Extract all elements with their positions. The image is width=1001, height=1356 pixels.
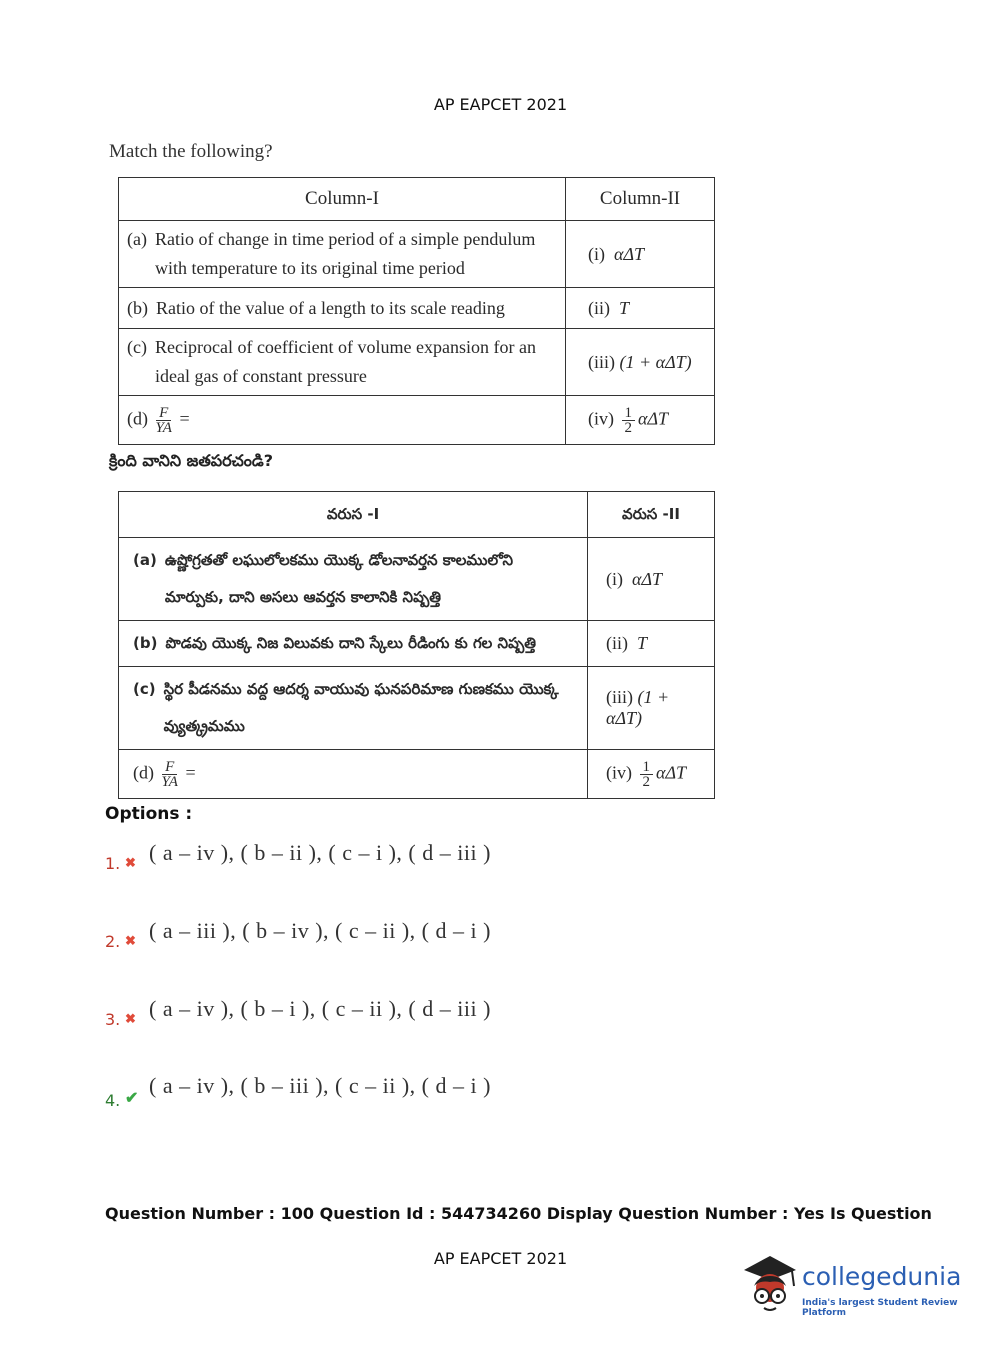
row-left-text: స్థిర పీడనము వద్ద ఆదర్శ వాయువు ఘనపరిమాణ గుణకము యొక్క వ్యుత్క్రమము: [163, 680, 559, 735]
brand-name: collegedunia: [802, 1262, 962, 1291]
right-expression: (1 + αΔT): [619, 351, 692, 372]
option-number: 3.: [105, 1010, 121, 1029]
match-table-english: [118, 177, 715, 445]
right-label: (iii): [606, 687, 633, 707]
row-label: (a): [127, 229, 147, 249]
table-header-row: [119, 492, 715, 538]
right-expression: T: [637, 633, 648, 653]
right-label: (ii): [606, 633, 628, 653]
table-header-row: [119, 178, 715, 221]
option-text: ( a – iii ), ( b – iv ), ( c – ii ), ( d – i ): [149, 918, 491, 943]
cross-icon: ✖: [125, 1011, 136, 1026]
check-icon: ✔: [125, 1090, 139, 1107]
cross-icon: ✖: [125, 933, 136, 948]
fraction-one-half: $\frac{1}{2}$: [640, 760, 654, 789]
collegedunia-logo: [740, 1252, 970, 1322]
right-label: (iv): [606, 762, 632, 783]
row-label: (a): [133, 551, 157, 569]
fraction-one-half: $\frac{1}{2}$: [622, 406, 636, 435]
table-row: [119, 288, 715, 329]
table-row: [119, 221, 715, 288]
option-text: ( a – iv ), ( b – iii ), ( c – ii ), ( d – i ): [149, 1073, 491, 1098]
right-label: (i): [588, 243, 605, 264]
right-label: (i): [606, 568, 623, 589]
row-label: (c): [133, 680, 156, 698]
right-label: (iii): [588, 351, 615, 372]
right-label: (ii): [588, 297, 610, 318]
page-header: AP EAPCET 2021: [433, 95, 568, 114]
match-table-telugu: [118, 491, 715, 799]
row-label: (d): [127, 408, 148, 429]
row-left-text: Ratio of change in time period of a simple pendulum with temperature to its original time period: [154, 229, 536, 278]
question-info: Question Number : 100 Question Id : 544734260 Display Question Number : Yes Is Question: [105, 1204, 932, 1223]
equals-sign: =: [185, 762, 196, 783]
column-2-header: Column-II: [566, 178, 715, 221]
table-row: [119, 396, 715, 445]
option-text: ( a – iv ), ( b – i ), ( c – ii ), ( d – iii ): [149, 996, 491, 1021]
page-footer: AP EAPCET 2021: [433, 1249, 568, 1268]
row-label: (b): [133, 634, 158, 652]
right-expression: αΔT: [632, 568, 663, 589]
fraction-f-over-ya: $\frac{F}{YA}$: [155, 404, 172, 436]
option-number: 1.: [105, 854, 121, 873]
right-expression: (1 + αΔT): [606, 687, 670, 728]
right-label: (iv): [588, 408, 614, 429]
brand-tagline: India's largest Student Review Platform: [802, 1298, 958, 1318]
table-row: [119, 621, 715, 667]
row-label: (b): [127, 297, 148, 318]
question-intro-english: Match the following?: [109, 141, 273, 162]
row-label: (d): [133, 762, 154, 783]
row-left-text: Reciprocal of coefficient of volume expansion for an ideal gas of constant pressure: [154, 337, 537, 386]
table-row: [119, 750, 715, 799]
column-2-header: వరుస -II: [622, 505, 680, 523]
column-1-header: వరుస -I: [326, 505, 380, 523]
row-left-text: ఉష్ణోగ్రతతో లఘులోలకము యొక్క డోలనావర్తన కాలములోని మార్పుకు, దాని అసలు ఆవర్తన కాలానికి నిష్పత్తి: [164, 551, 514, 606]
question-intro-telugu: క్రింది వానిని జతపరచండి?: [109, 451, 274, 470]
option-number: 4.: [105, 1091, 121, 1110]
right-expression: αΔT: [656, 762, 687, 783]
cross-icon: ✖: [125, 855, 136, 870]
right-expression: αΔT: [614, 243, 645, 264]
option-text: ( a – iv ), ( b – ii ), ( c – i ), ( d – iii ): [149, 840, 491, 865]
table-row: [119, 329, 715, 396]
equals-sign: =: [179, 408, 190, 429]
column-1-header: Column-I: [119, 178, 566, 221]
table-row: [119, 538, 715, 621]
right-expression: αΔT: [638, 408, 669, 429]
row-left-text: Ratio of the value of a length to its scale reading: [156, 297, 505, 318]
row-left-text: పొడవు యొక్క నిజ విలువకు దాని స్కేలు రీడింగు కు గల నిష్పత్తి: [165, 634, 536, 652]
right-expression: T: [619, 297, 630, 318]
option-number: 2.: [105, 932, 121, 951]
row-label: (c): [127, 337, 147, 357]
options-heading: Options :: [105, 804, 193, 824]
mascot-icon: [740, 1252, 798, 1316]
table-row: [119, 667, 715, 750]
fraction-f-over-ya: $\frac{F}{YA}$: [161, 758, 178, 790]
